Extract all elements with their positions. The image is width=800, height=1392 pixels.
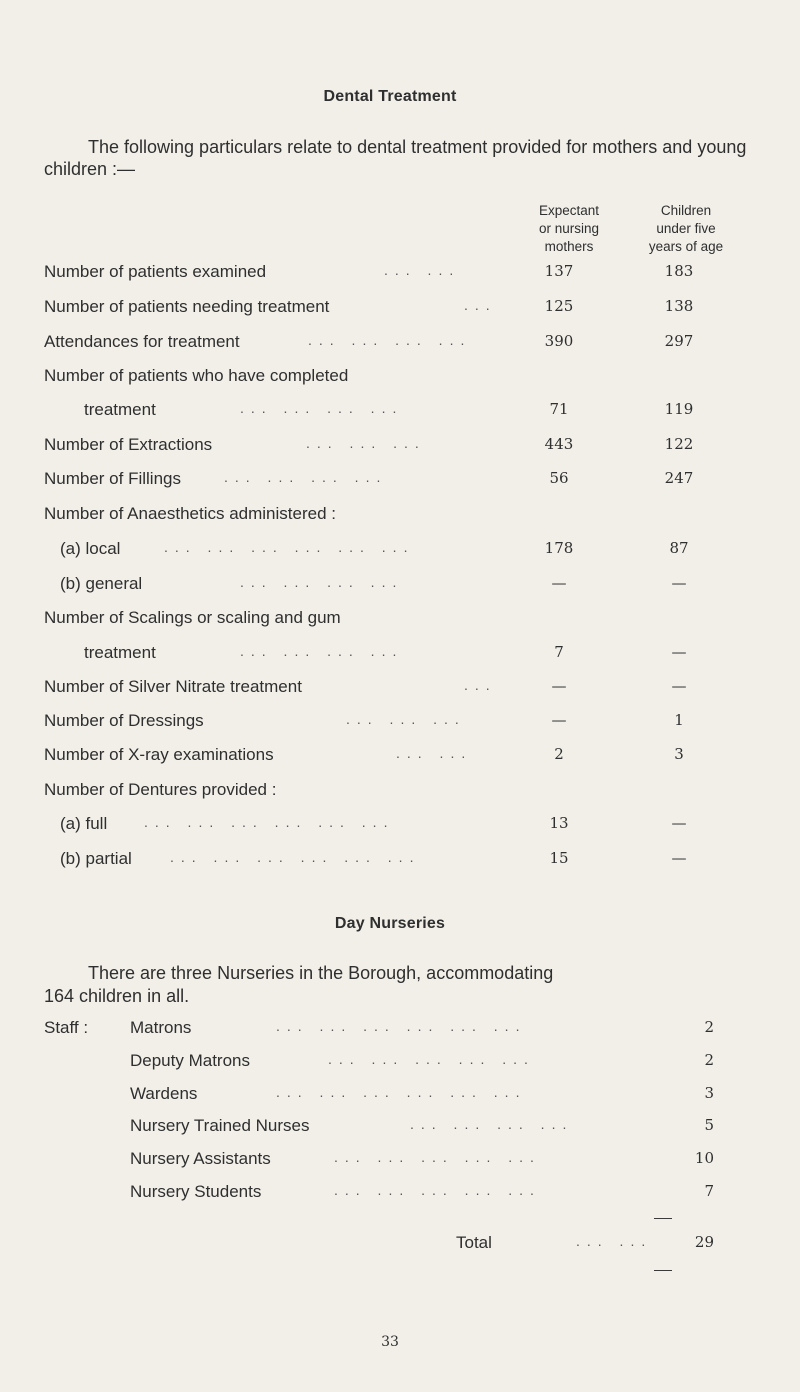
table-row: Number of Dentures provided : bbox=[44, 780, 277, 799]
table-row: (b) partial ... ... ... ... ... ... 15 — bbox=[60, 849, 687, 868]
total-value: 29 bbox=[694, 1233, 714, 1251]
leader-dots: ... ... ... ... bbox=[410, 1116, 574, 1132]
col-header-mothers: Expectant or nursing mothers bbox=[538, 203, 600, 254]
leader-dots: ... ... ... bbox=[346, 711, 466, 727]
staff-label: Staff : bbox=[44, 1018, 89, 1037]
leader-dots: ... ... ... ... ... ... bbox=[144, 814, 395, 830]
list-item: Nursery Assistants ... ... ... ... ... 10 bbox=[130, 1149, 714, 1168]
list-item: Nursery Trained Nurses ... ... ... ... 5 bbox=[130, 1116, 714, 1135]
day-nurseries-heading: Day Nurseries bbox=[334, 915, 446, 932]
table-row: treatment ... ... ... ... 7 — bbox=[84, 643, 687, 662]
leader-dots: ... ... ... ... bbox=[240, 643, 404, 659]
table-row: Number of Extractions ... ... ... 443 122 bbox=[44, 435, 694, 454]
sum-rule-top bbox=[654, 1218, 672, 1219]
leader-dots: ... bbox=[464, 677, 497, 693]
table-row: Number of patients who have completed bbox=[44, 366, 349, 385]
sum-rule-bottom bbox=[654, 1270, 672, 1271]
leader-dots: ... ... ... ... ... ... bbox=[170, 849, 421, 865]
list-item: Deputy Matrons ... ... ... ... ... 2 bbox=[130, 1051, 714, 1070]
table-row: Number of Scalings or scaling and gum bbox=[44, 608, 341, 627]
leader-dots: ... ... ... ... ... ... bbox=[164, 539, 415, 555]
total-label: Total bbox=[456, 1233, 492, 1252]
col-header-children: Children under five years of age bbox=[648, 203, 724, 254]
dental-treatment-heading: Dental Treatment bbox=[323, 88, 457, 105]
table-row: (b) general ... ... ... ... — — bbox=[60, 574, 687, 593]
total-row bbox=[44, 1233, 744, 1263]
table-row: Number of Silver Nitrate treatment ... — — bbox=[44, 677, 687, 696]
table-row: Attendances for treatment ... ... ... ... 390 297 bbox=[44, 332, 694, 351]
table-row: (a) local ... ... ... ... ... ... 178 87 bbox=[60, 539, 689, 558]
leader-dots: ... ... ... ... ... bbox=[328, 1051, 535, 1067]
leader-dots: ... ... bbox=[576, 1233, 653, 1249]
leader-dots: ... ... bbox=[384, 262, 461, 278]
table-row: Number of patients examined ... ... 137 183 bbox=[44, 262, 694, 281]
leader-dots: ... ... ... ... ... ... bbox=[276, 1018, 527, 1034]
leader-dots: ... ... ... ... bbox=[224, 469, 388, 485]
table-row: Number of X-ray examinations ... ... 2 3 bbox=[44, 745, 684, 764]
table-row: Number of Fillings ... ... ... ... 56 247 bbox=[44, 469, 694, 488]
list-item: Nursery Students ... ... ... ... ... 7 bbox=[130, 1182, 714, 1201]
table-row: treatment ... ... ... ... 71 119 bbox=[84, 400, 694, 419]
leader-dots: ... ... ... ... bbox=[240, 400, 404, 416]
dental-intro-paragraph: The following particulars relate to dental treatment provided for mothers and young children :— bbox=[44, 137, 747, 179]
table-row: (a) full ... ... ... ... ... ... 13 — bbox=[60, 814, 687, 833]
leader-dots: ... ... ... ... bbox=[240, 574, 404, 590]
leader-dots: ... ... ... ... bbox=[308, 332, 472, 348]
leader-dots: ... ... ... bbox=[306, 435, 426, 451]
nurseries-intro-line1: There are three Nurseries in the Borough, accommodating bbox=[88, 963, 554, 983]
leader-dots: ... bbox=[464, 297, 497, 313]
page-number: 33 bbox=[381, 1334, 399, 1350]
list-item: Wardens ... ... ... ... ... ... 3 bbox=[130, 1084, 714, 1103]
table-row: Number of patients needing treatment ... 125 138 bbox=[44, 297, 694, 316]
table-row: Number of Dressings ... ... ... — 1 bbox=[44, 711, 684, 730]
leader-dots: ... ... bbox=[396, 745, 473, 761]
leader-dots: ... ... ... ... ... ... bbox=[276, 1084, 527, 1100]
leader-dots: ... ... ... ... ... bbox=[334, 1182, 541, 1198]
list-item: Matrons ... ... ... ... ... ... 2 bbox=[130, 1018, 714, 1037]
leader-dots: ... ... ... ... ... bbox=[334, 1149, 541, 1165]
table-row: Number of Anaesthetics administered : bbox=[44, 504, 336, 523]
nurseries-intro-line2: 164 children in all. bbox=[44, 986, 190, 1006]
